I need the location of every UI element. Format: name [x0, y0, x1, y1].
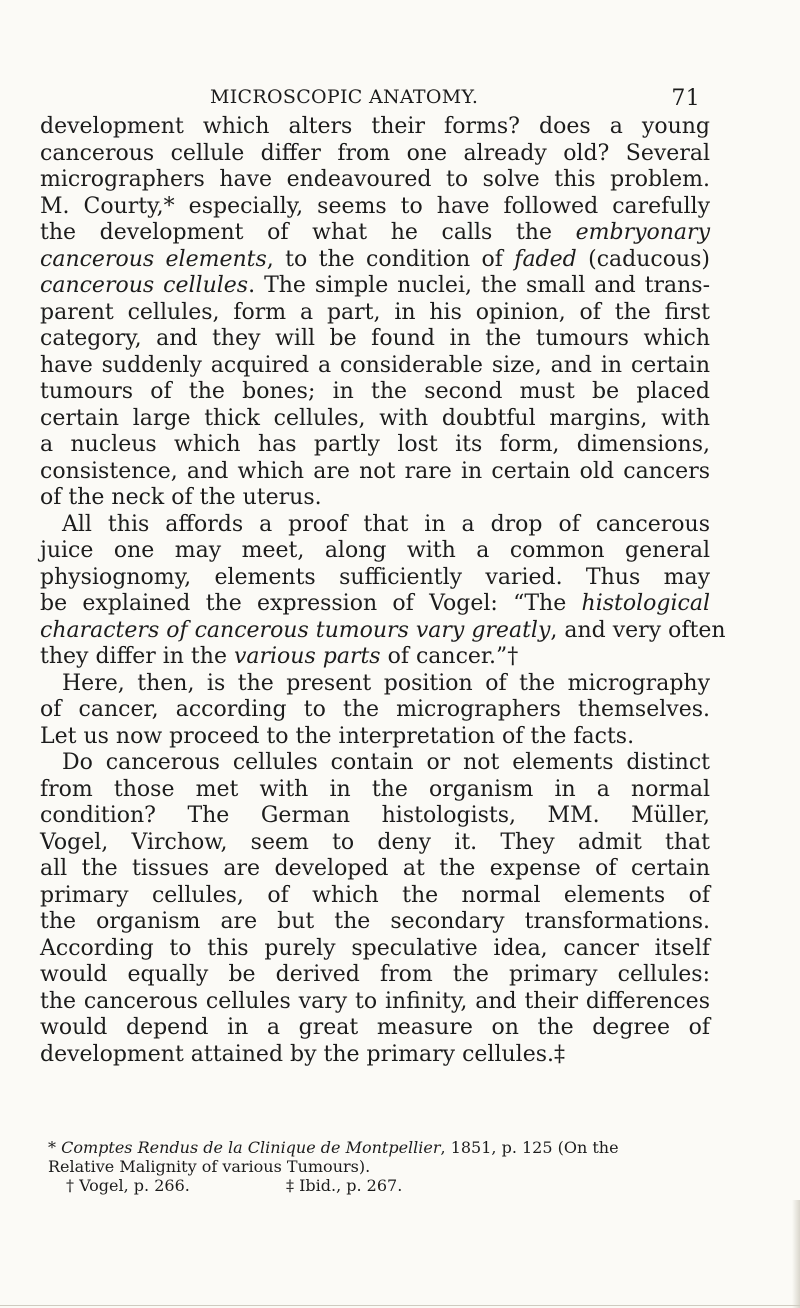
- text-line: development attained by the primary cellules.‡: [40, 1041, 566, 1067]
- text-line: consistence, and which are not rare in certain old cancers: [40, 458, 710, 484]
- text-line: certain large thick cellules, with doubtful margins, with: [40, 405, 710, 431]
- text-line: the organism are but the secondary transformations.: [40, 909, 710, 934]
- footnote-1: * Comptes Rendus de la Clinique de Montpellier, 1851, p. 125 (On the: [48, 1138, 619, 1157]
- text-line: all the tissues are developed at the expense of certain: [40, 856, 710, 881]
- page-number: 71: [671, 86, 700, 111]
- text-line: parent cellules, form a part, in his opinion, of the first: [40, 299, 710, 325]
- text-line: primary cellules, of which the normal elements of: [40, 882, 710, 908]
- text-line: be explained the expression of Vogel: “The histological: [40, 591, 710, 616]
- text-line: cancerous cellules. The simple nuclei, the small and trans-: [40, 273, 711, 298]
- page-edge-shadow: [792, 1200, 800, 1308]
- text-line: cancerous elements, to the condition of faded (caducous): [40, 246, 711, 272]
- text-line: of cancer, according to the micrographers themselves.: [40, 697, 710, 722]
- text-line: the cancerous cellules vary to infinity, and their differences: [40, 988, 710, 1014]
- text-line: characters of cancerous tumours vary greatly, and very often: [40, 617, 726, 643]
- footnote-1-continued: Relative Malignity of various Tumours).: [48, 1157, 371, 1176]
- text-line: would equally be derived from the primary cellules:: [40, 962, 710, 987]
- paragraph-3: [40, 671, 710, 751]
- text-line: have suddenly acquired a considerable size, and in certain: [40, 352, 710, 378]
- text-line: Vogel, Virchow, seem to deny it. They admit that: [40, 829, 710, 855]
- footnote-row-2: [48, 1176, 708, 1195]
- text-line: According to this purely speculative idea, cancer itself: [40, 935, 710, 961]
- text-line: category, and they will be found in the tumours which: [40, 326, 710, 351]
- text-line: development which alters their forms? does a young: [40, 114, 710, 139]
- text-line: would depend in a great measure on the degree of: [40, 1015, 710, 1040]
- footnote-2: † Vogel, p. 266.: [66, 1176, 190, 1195]
- text-line: tumours of the bones; in the second must be placed: [40, 379, 710, 404]
- text-line: physiognomy, elements sufficiently varied. Thus may: [40, 564, 710, 590]
- text-line: of the neck of the uterus.: [40, 485, 322, 510]
- body-text: [40, 114, 726, 1068]
- footnote-3: ‡ Ibid., p. 267.: [286, 1176, 403, 1195]
- text-line: juice one may meet, along with a common general: [40, 538, 710, 563]
- text-line: All this affords a proof that in a drop of cancerous: [62, 511, 710, 537]
- text-line: a nucleus which has partly lost its form, dimensions,: [40, 432, 710, 457]
- text-line: from those met with in the organism in a normal: [40, 776, 710, 802]
- text-line: micrographers have endeavoured to solve this problem.: [40, 167, 710, 192]
- text-line: they differ in the various parts of cancer.”†: [40, 644, 519, 669]
- text-line: Here, then, is the present position of the micrography: [62, 670, 710, 696]
- text-line: the development of what he calls the embryonary: [40, 220, 710, 245]
- paragraph-2: [40, 511, 726, 671]
- text-line: M. Courty,* especially, seems to have followed carefully: [40, 193, 710, 219]
- page-bottom-edge: [0, 1305, 800, 1306]
- footnotes: [48, 1138, 708, 1195]
- running-title: MICROSCOPIC ANATOMY.: [210, 86, 479, 108]
- text-line: Do cancerous cellules contain or not elements distinct: [62, 750, 710, 775]
- paragraph-4: [40, 750, 710, 1068]
- text-line: cancerous cellule differ from one already old? Several: [40, 140, 710, 166]
- text-line: condition? The German histologists, MM. Müller,: [40, 803, 710, 828]
- paragraph-1: [40, 114, 710, 512]
- text-line: Let us now proceed to the interpretation of the facts.: [40, 723, 635, 749]
